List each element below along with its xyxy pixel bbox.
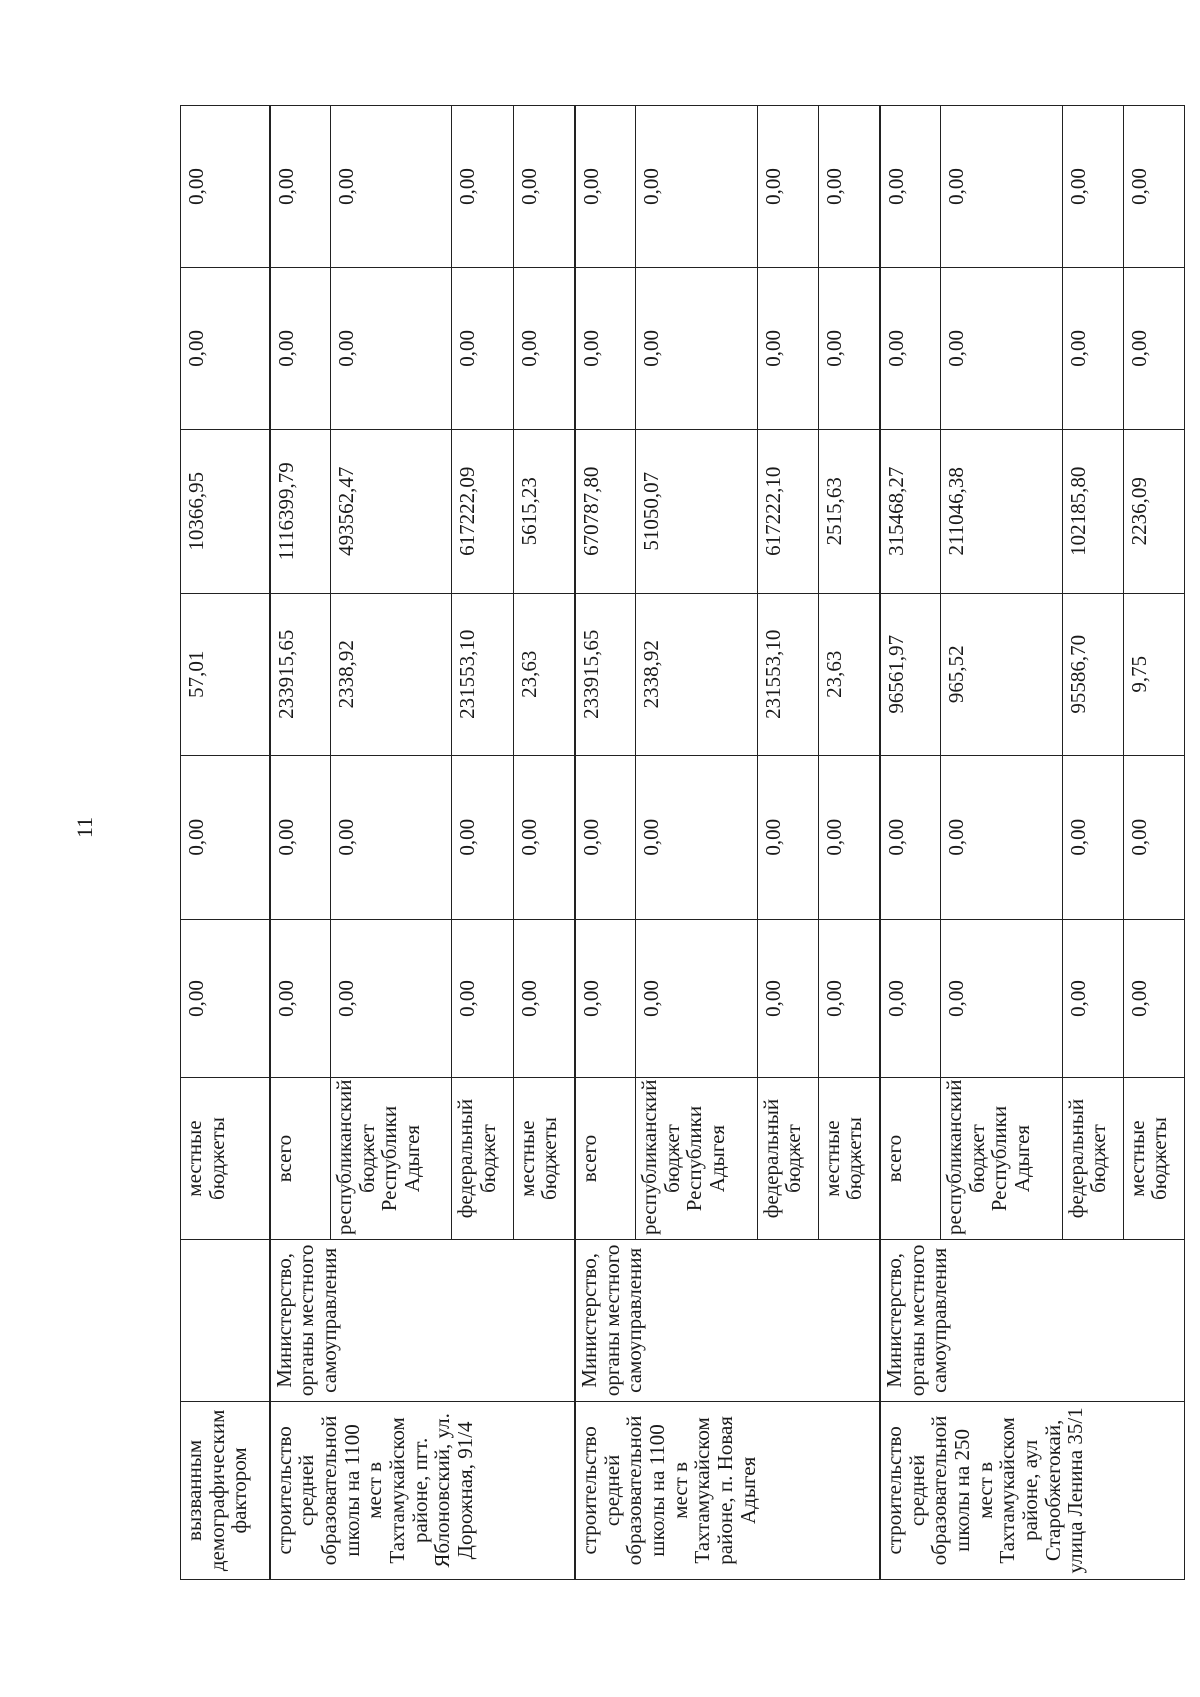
- value-cell: 0,00: [513, 267, 575, 429]
- financing-table: [180, 105, 1185, 1580]
- value-cell: 0,00: [270, 267, 331, 429]
- funding-source-cell: местные бюджеты: [1123, 1078, 1184, 1240]
- value-cell: 0,00: [880, 755, 941, 919]
- value-cell: 0,00: [757, 755, 818, 919]
- value-cell: 0,00: [818, 106, 880, 268]
- value-cell: 10366,95: [181, 429, 270, 593]
- funding-source-cell: местные бюджеты: [818, 1078, 880, 1240]
- value-cell: 0,00: [636, 106, 757, 268]
- value-cell: 0,00: [331, 267, 452, 429]
- value-cell: 0,00: [331, 106, 452, 268]
- value-cell: 0,00: [818, 755, 880, 919]
- funding-source-cell: всего: [880, 1078, 941, 1240]
- value-cell: 0,00: [757, 919, 818, 1077]
- value-cell: 96561,97: [880, 593, 941, 755]
- value-cell: 0,00: [636, 755, 757, 919]
- value-cell: 0,00: [270, 755, 331, 919]
- value-cell: 95586,70: [1062, 593, 1123, 755]
- value-cell: 0,00: [513, 755, 575, 919]
- value-cell: 231553,10: [452, 593, 513, 755]
- value-cell: 617222,10: [757, 429, 818, 593]
- value-cell: 51050,07: [636, 429, 757, 593]
- value-cell: 233915,65: [270, 593, 331, 755]
- value-cell: 0,00: [941, 919, 1062, 1077]
- value-cell: 0,00: [181, 755, 270, 919]
- value-cell: 0,00: [1062, 755, 1123, 919]
- value-cell: 57,01: [181, 593, 270, 755]
- table-row: [575, 106, 636, 1580]
- value-cell: 0,00: [757, 106, 818, 268]
- value-cell: 0,00: [636, 919, 757, 1077]
- value-cell: 315468,27: [880, 429, 941, 593]
- funding-source-cell: местные бюджеты: [181, 1078, 270, 1240]
- funding-source-cell: всего: [575, 1078, 636, 1240]
- value-cell: 0,00: [513, 919, 575, 1077]
- value-cell: 2236,09: [1123, 429, 1184, 593]
- executor-cell: [181, 1239, 270, 1401]
- value-cell: 23,63: [818, 593, 880, 755]
- project-description-cell: строительство средней образовательной школы на 1100 мест в Тахтамукайском районе, п. Новая Адыгея: [575, 1401, 880, 1579]
- value-cell: 0,00: [181, 267, 270, 429]
- value-cell: 0,00: [1062, 106, 1123, 268]
- executor-cell: Министерство, органы местного самоуправления: [880, 1239, 1185, 1401]
- table-row: [880, 106, 941, 1580]
- value-cell: 9,75: [1123, 593, 1184, 755]
- value-cell: 233915,65: [575, 593, 636, 755]
- value-cell: 0,00: [270, 106, 331, 268]
- value-cell: 0,00: [331, 755, 452, 919]
- value-cell: 2338,92: [636, 593, 757, 755]
- value-cell: 0,00: [452, 919, 513, 1077]
- value-cell: 493562,47: [331, 429, 452, 593]
- value-cell: 0,00: [757, 267, 818, 429]
- value-cell: 0,00: [1123, 755, 1184, 919]
- value-cell: 0,00: [1062, 919, 1123, 1077]
- value-cell: 0,00: [1062, 267, 1123, 429]
- value-cell: 0,00: [331, 919, 452, 1077]
- executor-cell: Министерство, органы местного самоуправления: [270, 1239, 575, 1401]
- funding-source-cell: федеральный бюджет: [452, 1078, 513, 1240]
- value-cell: 0,00: [452, 267, 513, 429]
- rotated-table-container: [180, 105, 1185, 1580]
- value-cell: 0,00: [941, 267, 1062, 429]
- value-cell: 0,00: [181, 106, 270, 268]
- value-cell: 0,00: [575, 755, 636, 919]
- value-cell: 0,00: [880, 106, 941, 268]
- funding-source-cell: местные бюджеты: [513, 1078, 575, 1240]
- value-cell: 0,00: [1123, 919, 1184, 1077]
- value-cell: 1116399,79: [270, 429, 331, 593]
- funding-source-cell: республиканский бюджет Республики Адыгея: [636, 1078, 757, 1240]
- value-cell: 0,00: [452, 755, 513, 919]
- funding-source-cell: республиканский бюджет Республики Адыгея: [331, 1078, 452, 1240]
- value-cell: 0,00: [636, 267, 757, 429]
- value-cell: 0,00: [513, 106, 575, 268]
- project-description-cell: строительство средней образовательной школы на 1100 мест в Тахтамукайском районе, пгт. Яблоновский, ул. Дорожная, 91/4: [270, 1401, 575, 1579]
- value-cell: 670787,80: [575, 429, 636, 593]
- value-cell: 2515,63: [818, 429, 880, 593]
- value-cell: 2338,92: [331, 593, 452, 755]
- value-cell: 0,00: [575, 106, 636, 268]
- value-cell: 617222,09: [452, 429, 513, 593]
- purpose-cell: вызванным демографическим фактором: [181, 1401, 270, 1579]
- value-cell: 0,00: [941, 755, 1062, 919]
- table-row: [181, 106, 270, 1580]
- value-cell: 0,00: [818, 919, 880, 1077]
- value-cell: 0,00: [270, 919, 331, 1077]
- executor-cell: Министерство, органы местного самоуправления: [575, 1239, 880, 1401]
- value-cell: 0,00: [575, 267, 636, 429]
- value-cell: 211046,38: [941, 429, 1062, 593]
- value-cell: 0,00: [941, 106, 1062, 268]
- table-row: [270, 106, 331, 1580]
- value-cell: 0,00: [452, 106, 513, 268]
- value-cell: 0,00: [880, 267, 941, 429]
- funding-source-cell: федеральный бюджет: [757, 1078, 818, 1240]
- funding-source-cell: республиканский бюджет Республики Адыгея: [941, 1078, 1062, 1240]
- value-cell: 0,00: [1123, 106, 1184, 268]
- value-cell: 0,00: [181, 919, 270, 1077]
- funding-source-cell: федеральный бюджет: [1062, 1078, 1123, 1240]
- value-cell: 965,52: [941, 593, 1062, 755]
- value-cell: 0,00: [1123, 267, 1184, 429]
- value-cell: 0,00: [575, 919, 636, 1077]
- value-cell: 0,00: [880, 919, 941, 1077]
- funding-source-cell: всего: [270, 1078, 331, 1240]
- value-cell: 5615,23: [513, 429, 575, 593]
- value-cell: 0,00: [818, 267, 880, 429]
- project-description-cell: строительство средней образовательной школы на 250 мест в Тахтамукайском районе, аул Старобжегокай, улица Ленина 35/1: [880, 1401, 1185, 1579]
- value-cell: 231553,10: [757, 593, 818, 755]
- page-number: 11: [72, 816, 97, 838]
- value-cell: 23,63: [513, 593, 575, 755]
- value-cell: 102185,80: [1062, 429, 1123, 593]
